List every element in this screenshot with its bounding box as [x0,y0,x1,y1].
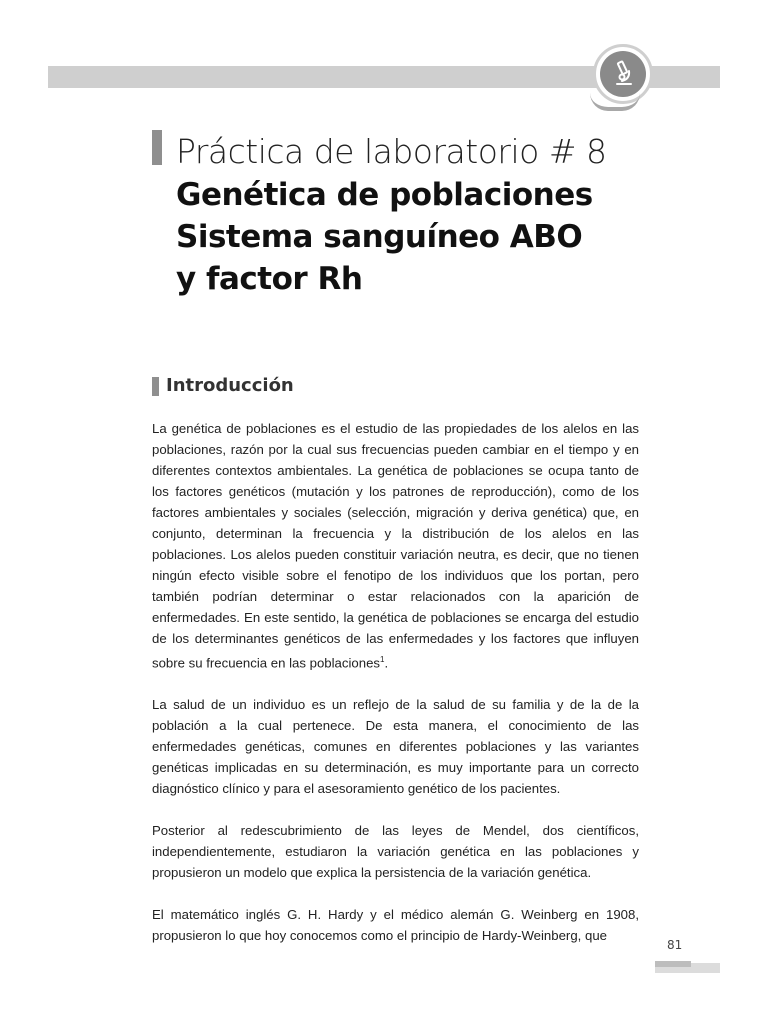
page-number: 81 [667,938,683,952]
paragraph: El matemático inglés G. H. Hardy y el médico alemán G. Weinberg en 1908, propusieron lo que hoy conocemos como el principio de Hardy-Weinberg, que [152,907,639,944]
section-title: Introducción [166,375,294,396]
microscope-icon [600,51,646,97]
body-text [152,418,639,967]
paragraph-text: La genética de poblaciones es el estudio de las propiedades de los alelos en las poblaciones, razón por la cual sus frecuencias pueden cambiar en el tiempo y en diferentes contextos ambientales. La genética de poblaciones se ocupa tanto de los factores genéticos (mutación y los patrones de reproducción), como de los factores ambientales y sociales (selección, migración y deriva genética) que, en conjunto, determinan la frecuencia y la distribución de los alelos en las poblaciones. Los alelos pueden constituir variación neutra, es decir, que no tienen ningún efecto visible sobre el fenotipo de los individuos que los portan, pero también podrían determinar o estar relacionados con la aparición de enfermedades. En este sentido, la genética de poblaciones se encarga del estudio de los determinantes genéticos de las enfermedades y los factores que influyen sobre su frecuencia en las poblaciones [152,421,639,671]
paragraph [152,418,639,673]
paragraph: La salud de un individuo es un reflejo de la salud de su familia y de la de la población a la cual pertenece. De esta manera, el conocimiento de las enfermedades genéticas, comunes en diferentes poblaciones y las variantes genéticas implicadas en su determinación, es muy importante para un correcto diagnóstico clínico y para el asesoramiento genético de los pacientes. [152,697,639,797]
paragraph: Posterior al redescubrimiento de las leyes de Mendel, dos científicos, independientemente, estudiaron la variación genética en las poblaciones y propusieron un modelo que explica la persistencia de la variación genética. [152,823,639,881]
topic-title-line-2: Sistema sanguíneo ABO [176,219,583,255]
paragraph-end: . [384,655,389,671]
practice-title: Práctica de laboratorio # 8 [176,132,607,171]
topic-title-line-3: y factor Rh [176,261,363,297]
section-accent-bar [152,377,159,396]
footnote-reference[interactable]: 1 [380,655,385,664]
title-accent-bar [152,130,162,165]
footer-bar-accent [655,961,691,967]
topic-title-line-1: Genética de poblaciones [176,177,593,213]
